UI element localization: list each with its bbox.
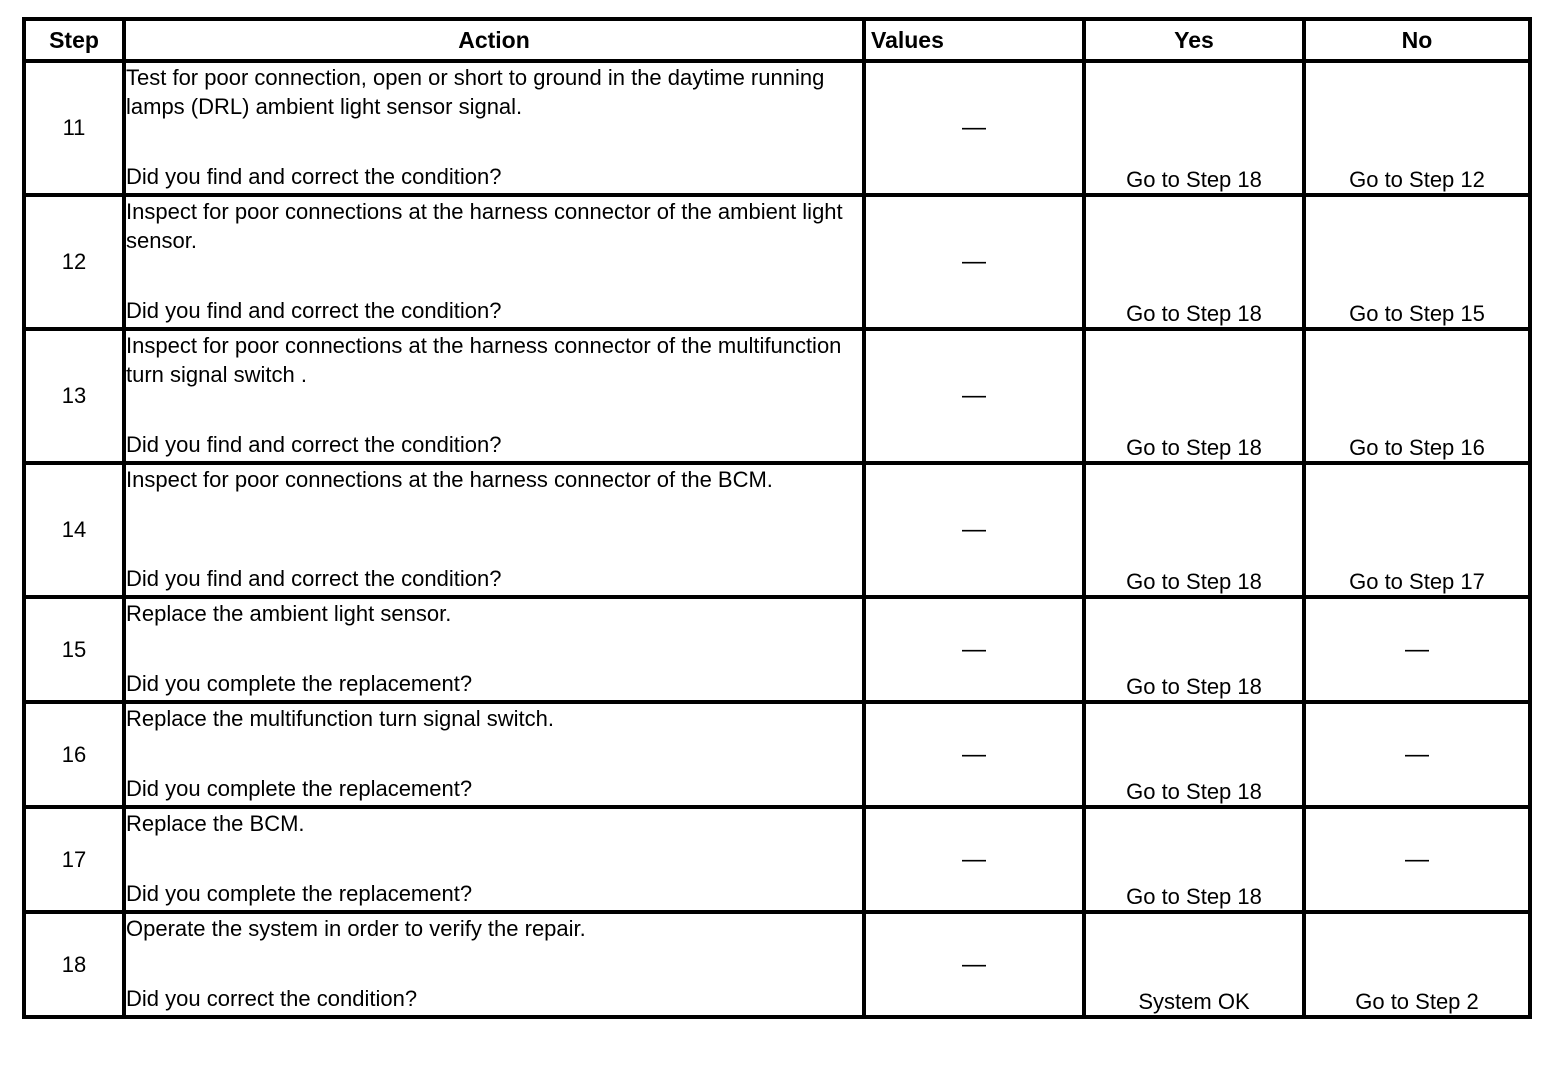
- action-question: Did you complete the replacement?: [126, 776, 473, 801]
- header-no: No: [1304, 19, 1530, 61]
- action-instruction: Operate the system in order to verify the repair.: [126, 916, 586, 941]
- values-cell: —: [864, 195, 1084, 329]
- values-cell: —: [864, 807, 1084, 912]
- header-row: [24, 19, 1530, 61]
- step-number: 17: [24, 807, 124, 912]
- values-cell: —: [864, 329, 1084, 463]
- action-instruction: Inspect for poor connections at the harness connector of the BCM.: [126, 467, 773, 492]
- yes-cell: Go to Step 18: [1084, 597, 1304, 702]
- action-cell: [124, 61, 864, 195]
- yes-cell: Go to Step 18: [1084, 195, 1304, 329]
- action-question: Did you correct the condition?: [126, 986, 418, 1011]
- no-cell: —: [1304, 702, 1530, 807]
- step-number: 11: [24, 61, 124, 195]
- table-row: [24, 807, 1530, 912]
- no-cell: Go to Step 16: [1304, 329, 1530, 463]
- values-cell: —: [864, 463, 1084, 597]
- table-row: [24, 61, 1530, 195]
- action-instruction: Replace the multifunction turn signal switch.: [126, 706, 554, 731]
- action-cell: [124, 329, 864, 463]
- yes-cell: Go to Step 18: [1084, 61, 1304, 195]
- action-cell: [124, 807, 864, 912]
- no-cell: Go to Step 2: [1304, 912, 1530, 1017]
- values-cell: —: [864, 597, 1084, 702]
- header-yes: Yes: [1084, 19, 1304, 61]
- values-cell: —: [864, 912, 1084, 1017]
- diagnostic-table: [22, 17, 1532, 1019]
- action-cell: [124, 195, 864, 329]
- table-row: [24, 597, 1530, 702]
- header-step: Step: [24, 19, 124, 61]
- step-number: 14: [24, 463, 124, 597]
- action-cell: [124, 597, 864, 702]
- action-instruction: Replace the ambient light sensor.: [126, 601, 452, 626]
- header-action: Action: [124, 19, 864, 61]
- step-number: 13: [24, 329, 124, 463]
- action-instruction: Replace the BCM.: [126, 811, 305, 836]
- action-instruction: Test for poor connection, open or short to ground in the daytime running lamps (DRL) ambient light sensor signal.: [126, 65, 825, 119]
- table-row: [24, 702, 1530, 807]
- no-cell: —: [1304, 597, 1530, 702]
- yes-cell: Go to Step 18: [1084, 329, 1304, 463]
- no-cell: Go to Step 17: [1304, 463, 1530, 597]
- action-instruction: Inspect for poor connections at the harness connector of the ambient light sensor.: [126, 199, 843, 253]
- table-row: [24, 912, 1530, 1017]
- values-cell: —: [864, 702, 1084, 807]
- action-instruction: Inspect for poor connections at the harness connector of the multifunction turn signal switch .: [126, 333, 842, 387]
- action-question: Did you find and correct the condition?: [126, 566, 502, 591]
- yes-cell: Go to Step 18: [1084, 807, 1304, 912]
- table-row: [24, 195, 1530, 329]
- action-question: Did you find and correct the condition?: [126, 432, 502, 457]
- yes-cell: System OK: [1084, 912, 1304, 1017]
- table-row: [24, 463, 1530, 597]
- action-question: Did you find and correct the condition?: [126, 298, 502, 323]
- yes-cell: Go to Step 18: [1084, 463, 1304, 597]
- no-cell: —: [1304, 807, 1530, 912]
- step-number: 15: [24, 597, 124, 702]
- action-question: Did you complete the replacement?: [126, 881, 473, 906]
- table-row: [24, 329, 1530, 463]
- values-cell: —: [864, 61, 1084, 195]
- yes-cell: Go to Step 18: [1084, 702, 1304, 807]
- no-cell: Go to Step 12: [1304, 61, 1530, 195]
- step-number: 16: [24, 702, 124, 807]
- action-cell: [124, 463, 864, 597]
- action-cell: [124, 702, 864, 807]
- action-question: Did you find and correct the condition?: [126, 164, 502, 189]
- action-cell: [124, 912, 864, 1017]
- no-cell: Go to Step 15: [1304, 195, 1530, 329]
- step-number: 12: [24, 195, 124, 329]
- header-values: Values: [864, 19, 1084, 61]
- action-question: Did you complete the replacement?: [126, 671, 473, 696]
- step-number: 18: [24, 912, 124, 1017]
